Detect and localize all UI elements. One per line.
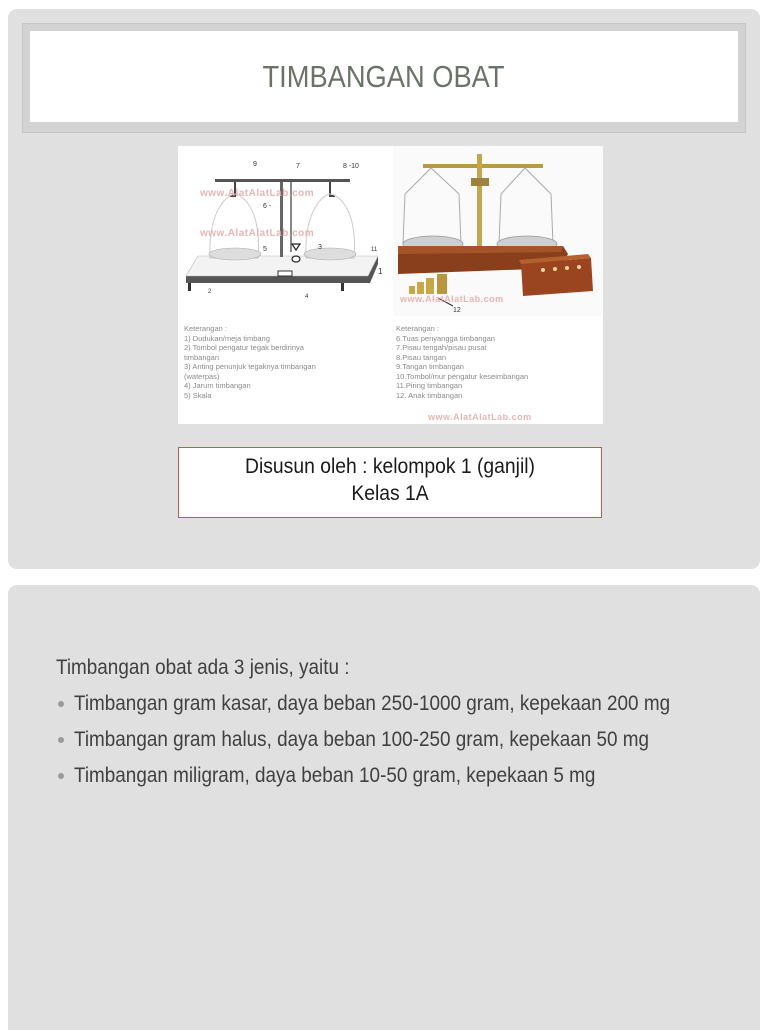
svg-text:5: 5	[263, 246, 267, 253]
watermark: www.AlatAlatLab.com	[200, 228, 315, 239]
bullet-text: Timbangan gram kasar, daya beban 250-1000 gram, kepekaan 200 mg	[74, 692, 671, 715]
legend-item: 9.Tangan timbangan	[396, 362, 464, 371]
credits-box	[178, 447, 602, 518]
slide-1[interactable]	[8, 9, 760, 569]
svg-text:3: 3	[318, 244, 322, 251]
legend-item: 11.Piring timbangan	[396, 381, 463, 390]
legend-item: 1) Dudukan/meja timbang	[184, 333, 270, 343]
bullet-text: Timbangan gram halus, daya beban 100-250 gram, kepekaan 50 mg	[74, 728, 650, 751]
intro-text: Timbangan obat ada 3 jenis, yaitu :	[56, 656, 350, 679]
svg-text:6 -: 6 -	[263, 203, 272, 210]
svg-text:12: 12	[453, 307, 461, 314]
svg-text:2: 2	[208, 289, 212, 295]
bullet-icon	[58, 701, 64, 707]
bullet-item	[56, 686, 756, 722]
watermark: www.AlatAlatLab.com	[200, 188, 315, 199]
bullet-icon	[58, 773, 64, 779]
legend-right	[396, 324, 596, 400]
balance-figure	[178, 146, 603, 424]
legend-item: 3) Anting penunjuk tegaknya timbangan	[184, 362, 316, 371]
watermark: www.AlatAlatLab.com	[428, 412, 532, 422]
legend-heading: Keterangan :	[396, 324, 439, 333]
legend-item: timbangan	[184, 352, 220, 362]
legend-item: 12. Anak timbangan	[396, 390, 463, 400]
legend-left	[184, 324, 384, 400]
legend-item: 8.Pisau tangan	[396, 352, 447, 362]
legend-item: 4) Jarum timbangan	[184, 381, 251, 390]
svg-text:4: 4	[305, 294, 309, 300]
bullet-text: Timbangan miligram, daya beban 10-50 gram, kepekaan 5 mg	[74, 764, 596, 787]
slide-title: TIMBANGAN OBAT	[262, 58, 505, 94]
credits-author: Disusun oleh : kelompok 1 (ganjil)	[245, 455, 535, 478]
bullet-item	[56, 722, 756, 758]
legend-item: 2) Tombol pengatur tegak berdirinya	[184, 343, 304, 352]
svg-text:1: 1	[378, 267, 383, 276]
credits-class: Kelas 1A	[351, 482, 429, 505]
balance-photo-image	[393, 146, 603, 316]
svg-text:7: 7	[296, 163, 300, 170]
title-frame	[22, 23, 746, 133]
slide-2[interactable]	[8, 585, 760, 1030]
legend-item: (waterpas)	[184, 371, 220, 381]
bullet-icon	[58, 737, 64, 743]
slide-body	[56, 650, 756, 794]
legend-item: 10.Tombol/mur pengatur keseimbangan	[396, 371, 529, 381]
legend-item: 7.Pisau tengah/pisau pusat	[396, 343, 487, 352]
bullet-item	[56, 758, 756, 794]
legend-item: 6.Tuas penyangga timbangan	[396, 333, 495, 343]
svg-text:9: 9	[253, 161, 257, 168]
title-box	[30, 31, 738, 122]
svg-text:11: 11	[371, 247, 378, 253]
watermark: www.AlatAlatLab.com	[400, 294, 504, 304]
svg-text:8 -10: 8 -10	[343, 163, 359, 170]
bullet-list	[56, 686, 756, 794]
legend-item: 5) Skala	[184, 390, 212, 400]
legend-heading: Keterangan :	[184, 324, 227, 333]
